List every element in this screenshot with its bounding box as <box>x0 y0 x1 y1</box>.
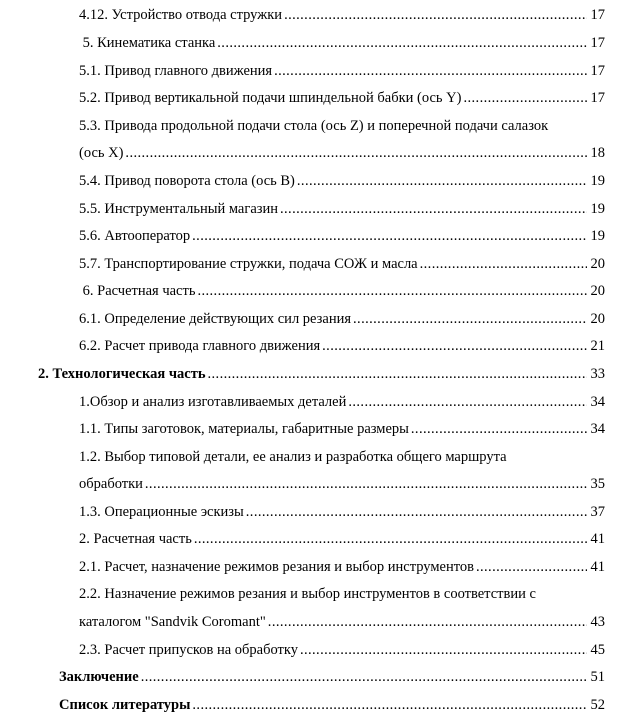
toc-entry[interactable] <box>79 143 605 163</box>
toc-entry-title: 1.3. Операционные эскизы <box>79 504 244 520</box>
toc-entry-title: 2. Расчетная часть <box>79 531 192 547</box>
toc-entry-page: 34 <box>590 421 605 437</box>
toc-leader-dots <box>463 88 587 108</box>
toc-leader-dots <box>300 640 587 660</box>
toc-entry-title: 5.6. Автооператор <box>79 228 191 244</box>
toc-entry[interactable] <box>79 419 605 439</box>
toc-entry-title: 6.1. Определение действующих сил резания <box>79 311 352 327</box>
toc-entry[interactable] <box>79 33 605 53</box>
toc-leader-dots <box>208 364 588 384</box>
toc-entry-page: 45 <box>590 642 605 658</box>
toc-entry-page: 19 <box>590 228 605 244</box>
toc-entry-title: 1.Обзор и анализ изготавливаемых деталей <box>79 394 347 410</box>
toc-entry[interactable] <box>79 557 605 577</box>
toc-entry-title: 5.1. Привод главного движения <box>79 63 273 79</box>
toc-leader-dots <box>274 61 587 81</box>
toc-entry-page: 41 <box>590 559 605 575</box>
toc-leader-dots <box>141 667 587 687</box>
toc-leader-dots <box>411 419 587 439</box>
toc-leader-dots <box>284 5 587 25</box>
toc-entry-page: 33 <box>590 366 605 382</box>
toc-entry-page: 17 <box>590 90 605 106</box>
toc-entry-title: 5.5. Инструментальный магазин <box>79 201 278 217</box>
toc-entry[interactable] <box>79 171 605 191</box>
toc-entry[interactable] <box>79 640 605 660</box>
toc-leader-dots <box>476 557 587 577</box>
toc-entry-title-line1[interactable]: 2.2. Назначение режимов резания и выбор инструментов в соответствии с <box>79 586 536 602</box>
toc-entry-page: 52 <box>590 697 605 713</box>
toc-section-entry[interactable] <box>38 364 605 384</box>
toc-entry-page: 41 <box>590 531 605 547</box>
toc-leader-dots <box>420 254 587 274</box>
toc-entry-title: 6. Расчетная часть <box>79 283 196 299</box>
toc-entry-title: 5.4. Привод поворота стола (ось B) <box>79 173 295 189</box>
toc-entry-page: 19 <box>590 201 605 217</box>
toc-entry-title: 1.1. Типы заготовок, материалы, габаритные размеры <box>79 421 409 437</box>
toc-entry-title: 2. Технологическая часть <box>38 366 206 382</box>
toc-entry-title: 6.2. Расчет привода главного движения <box>79 338 321 354</box>
toc-leader-dots <box>268 612 587 632</box>
toc-entry-title-line1[interactable]: 1.2. Выбор типовой детали, ее анализ и разработка общего маршрута <box>79 449 507 465</box>
toc-entry[interactable] <box>79 199 605 219</box>
toc-entry[interactable] <box>79 336 605 356</box>
toc-entry-page: 17 <box>590 63 605 79</box>
toc-entry-page: 20 <box>590 283 605 299</box>
toc-leader-dots <box>348 392 587 412</box>
toc-entry-title-line1[interactable]: 5.3. Привода продольной подачи стола (ось Z) и поперечной подачи салазок <box>79 118 549 134</box>
toc-leader-dots <box>217 33 587 53</box>
toc-leader-dots <box>194 529 587 549</box>
toc-entry-page: 19 <box>590 173 605 189</box>
toc-leader-dots <box>297 171 587 191</box>
toc-entry-title: 5.7. Транспортирование стружки, подача СОЖ и масла <box>79 256 418 272</box>
toc-entry-page: 35 <box>590 476 605 492</box>
toc-leader-dots <box>353 309 587 329</box>
toc-conclusion-entry[interactable] <box>59 667 605 687</box>
toc-entry[interactable] <box>79 392 605 412</box>
toc-entry[interactable] <box>79 61 605 81</box>
toc-entry-page: 21 <box>590 338 605 354</box>
toc-entry[interactable] <box>79 281 605 301</box>
toc-entry-title: 2.1. Расчет, назначение режимов резания и выбор инструментов <box>79 559 474 575</box>
toc-leader-dots <box>192 695 587 715</box>
toc-entry-title: обработки <box>79 476 143 492</box>
toc-entry-page: 18 <box>590 145 605 161</box>
toc-entry-title: Список литературы <box>59 697 191 713</box>
toc-entry-title: каталогом "Sandvik Coromant" <box>79 614 266 630</box>
toc-entry-title: 5.2. Привод вертикальной подачи шпиндельной бабки (ось Y) <box>79 90 462 106</box>
toc-leader-dots <box>246 502 587 522</box>
toc-entry-page: 17 <box>590 7 605 23</box>
toc-entry[interactable] <box>79 309 605 329</box>
toc-entry-page: 37 <box>590 504 605 520</box>
toc-entry[interactable] <box>79 502 605 522</box>
toc-entry-page: 20 <box>590 311 605 327</box>
toc-leader-dots <box>145 474 587 494</box>
toc-entry[interactable] <box>79 88 605 108</box>
toc-leader-dots <box>280 199 587 219</box>
toc-references-entry[interactable] <box>59 695 605 715</box>
toc-entry-page: 17 <box>590 35 605 51</box>
toc-entry[interactable] <box>79 226 605 246</box>
toc-entry[interactable] <box>79 612 605 632</box>
toc-entry[interactable] <box>79 474 605 494</box>
toc-entry-page: 51 <box>590 669 605 685</box>
toc-entry-title: Заключение <box>59 669 139 685</box>
toc-entry-title: 5. Кинематика станка <box>79 35 216 51</box>
toc-entry[interactable] <box>79 529 605 549</box>
toc-leader-dots <box>192 226 587 246</box>
toc-entry-title: 2.3. Расчет припусков на обработку <box>79 642 298 658</box>
toc-entry[interactable] <box>79 5 605 25</box>
toc-entry-title: 4.12. Устройство отвода стружки <box>79 7 283 23</box>
toc-entry-page: 34 <box>590 394 605 410</box>
toc-leader-dots <box>197 281 587 301</box>
toc-leader-dots <box>125 143 587 163</box>
toc-entry-title: (ось X) <box>79 145 124 161</box>
toc-leader-dots <box>322 336 587 356</box>
toc-entry-page: 20 <box>590 256 605 272</box>
toc-entry-page: 43 <box>590 614 605 630</box>
toc-entry[interactable] <box>79 254 605 274</box>
